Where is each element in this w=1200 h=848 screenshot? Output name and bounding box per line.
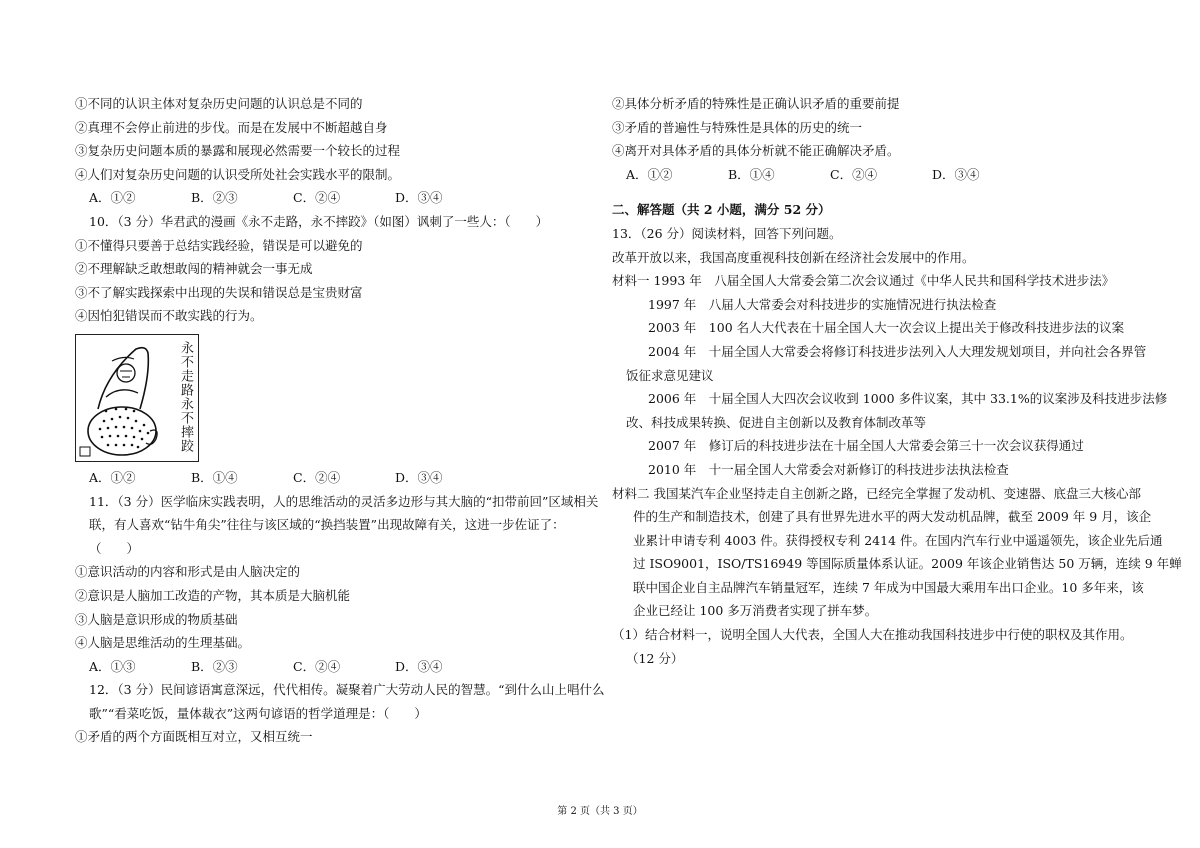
q10-option-d: D．③④ xyxy=(395,469,443,485)
right-column xyxy=(612,92,1182,670)
material-2-line-6: 企业已经让 100 多万消费者实现了拼车梦。 xyxy=(633,603,878,619)
q10-stem: 10．（3 分）华君武的漫画《永不走路，永不摔跤》（如图）讽刺了一些人：（ ） xyxy=(89,213,549,229)
q11-stem-line1: 11．（3 分）医学临床实践表明，人的思维活动的灵活多边形与其大脑的“扣带前回”区域相关 xyxy=(89,493,599,509)
q9-option-a: A．①② xyxy=(89,190,136,206)
q9-item-3: ③复杂历史问题本质的暴露和展现必然需要一个较长的过程 xyxy=(75,143,401,159)
material-2-line-1: 材料二 我国某汽车企业坚持走自主创新之路，已经完全掌握了发动机、变速器、底盘三大核心部 xyxy=(612,485,1141,501)
q13-stem: 13．（26 分）阅读材料，回答下列问题。 xyxy=(612,225,842,241)
q12-stem-line2: 歌”“看菜吃饭，量体裁衣”这两句谚语的哲学道理是：（ ） xyxy=(89,705,427,721)
q10-option-a: A．①② xyxy=(89,469,136,485)
q9-option-d: D．③④ xyxy=(395,190,443,206)
cartoon-caption: 永不走路永不摔跤 xyxy=(178,340,193,453)
material-2-line-2: 件的生产和制造技术，创建了具有世界先进水平的两大发动机品牌，截至 2009 年 9 月，该企 xyxy=(633,509,1152,525)
q11-option-d: D．③④ xyxy=(395,658,443,674)
q9-item-1: ①不同的认识主体对复杂历史问题的认识总是不同的 xyxy=(75,96,363,111)
material-1-line-6: 2006 年 十届全国人大四次会议收到 1000 多件议案，其中 33.1%的议案涉及科技进步法修 xyxy=(648,391,1168,407)
q12-option-d: D．③④ xyxy=(932,166,980,182)
q10-item-2: ②不理解缺乏敢想敢闯的精神就会一事无成 xyxy=(75,261,313,277)
q9-item-4: ④人们对复杂历史问题的认识受所处社会实践水平的限制。 xyxy=(75,166,401,182)
q13-intro: 改革开放以来，我国高度重视科技创新在经济社会发展中的作用。 xyxy=(612,249,975,265)
q13-sub1-line2: （12 分） xyxy=(626,650,684,666)
q10-option-c: C．②④ xyxy=(293,469,341,485)
q13-sub1-line1: （1）结合材料一，说明全国人大代表，全国人大在推动我国科技进步中行使的职权及其作用。 xyxy=(612,627,1133,643)
q12-item-1: ①矛盾的两个方面既相互对立，又相互统一 xyxy=(75,729,313,745)
q10-item-4: ④因怕犯错误而不敢实践的行为。 xyxy=(75,308,263,324)
q12-item-4: ④离开对具体矛盾的具体分析就不能正确解决矛盾。 xyxy=(612,143,900,159)
q12-options xyxy=(612,163,1132,187)
q11-item-1: ①意识活动的内容和形式是由人脑决定的 xyxy=(75,564,301,580)
q10-item-1: ①不懂得只要善于总结实践经验，错误是可以避免的 xyxy=(75,237,363,253)
material-1-line-1: 材料一 1993 年 八届全国人大常委会第二次会议通过《中华人民共和国科学技术进步法》 xyxy=(612,273,1115,289)
q10-item-3: ③不了解实践探索中出现的失误和错误总是宝贵财富 xyxy=(75,284,363,300)
q11-option-a: A．①③ xyxy=(89,658,136,674)
q9-options xyxy=(75,186,595,210)
q9-option-c: C．②④ xyxy=(293,190,341,206)
page-footer: 第 2 页（共 3 页） xyxy=(557,806,643,817)
material-1-line-4: 2004 年 十届全国人大常委会将修订科技进步法列入人大理发规划项目，并向社会各界管 xyxy=(648,343,1147,359)
q10-options xyxy=(75,466,595,490)
q11-item-3: ③人脑是意识形成的物质基础 xyxy=(75,611,238,627)
material-2-line-5: 联中国企业自主品牌汽车销量冠军，连续 7 年成为中国最大乘用车出口企业。10 多年来，该 xyxy=(633,579,1144,595)
material-1-line-9: 2010 年 十一届全国人大常委会对新修订的科技进步法执法检查 xyxy=(648,461,1009,477)
q11-options xyxy=(75,655,595,679)
q9-item-2: ②真理不会停止前进的步伐。而是在发展中不断超越自身 xyxy=(75,119,388,135)
material-2-line-4: 过 ISO9001，ISO/TS16949 等国际质量体系认证。2009 年该企业销售达 50 万辆，连续 9 年蝉 xyxy=(633,556,1182,572)
material-1-line-7: 改、科技成果转换、促进自主创新以及教育体制改革等 xyxy=(626,414,927,430)
q10-option-b: B．①④ xyxy=(191,469,238,485)
material-2-line-3: 业累计申请专利 4003 件。获得授权专利 2414 件。在国内汽车行业中遥遥领先，该企业先后通 xyxy=(633,532,1163,548)
q11-option-b: B．②③ xyxy=(191,658,238,674)
q11-item-4: ④人脑是思维活动的生理基础。 xyxy=(75,635,251,651)
q12-item-2: ②具体分析矛盾的特殊性是正确认识矛盾的重要前提 xyxy=(612,96,900,111)
q11-item-2: ②意识是人脑加工改造的产物，其本质是大脑机能 xyxy=(75,587,351,603)
q11-stem-line3: （ ） xyxy=(89,540,140,556)
material-1-line-5: 饭征求意见建议 xyxy=(626,367,714,383)
material-1-line-8: 2007 年 修订后的科技进步法在十届全国人大常委会第三十一次会议获得通过 xyxy=(648,438,1084,454)
q10-cartoon-image xyxy=(75,334,199,462)
left-column xyxy=(75,92,605,749)
q12-option-b: B．①④ xyxy=(728,166,775,182)
material-1-line-3: 2003 年 100 名人大代表在十届全国人大一次会议上提出关于修改科技进步法的议案 xyxy=(648,320,1125,336)
material-1-line-2: 1997 年 八届人大常委会对科技进步的实施情况进行执法检查 xyxy=(648,296,997,312)
q11-option-c: C．②④ xyxy=(293,658,341,674)
q9-option-b: B．②③ xyxy=(191,190,238,206)
section-2-title: 二、解答题（共 2 小题，满分 52 分） xyxy=(612,202,831,218)
q12-option-c: C．②④ xyxy=(830,166,878,182)
q12-option-a: A．①② xyxy=(626,166,673,182)
q12-item-3: ③矛盾的普遍性与特殊性是具体的历史的统一 xyxy=(612,119,863,135)
q12-stem-line1: 12．（3 分）民间谚语寓意深远，代代相传。凝聚着广大劳动人民的智慧。“到什么山上唱什么 xyxy=(89,682,605,698)
q11-stem-line2: 联，有人喜欢“钻牛角尖”往往与该区域的“换挡装置”出现故障有关，这进一步佐证了： xyxy=(89,517,565,533)
